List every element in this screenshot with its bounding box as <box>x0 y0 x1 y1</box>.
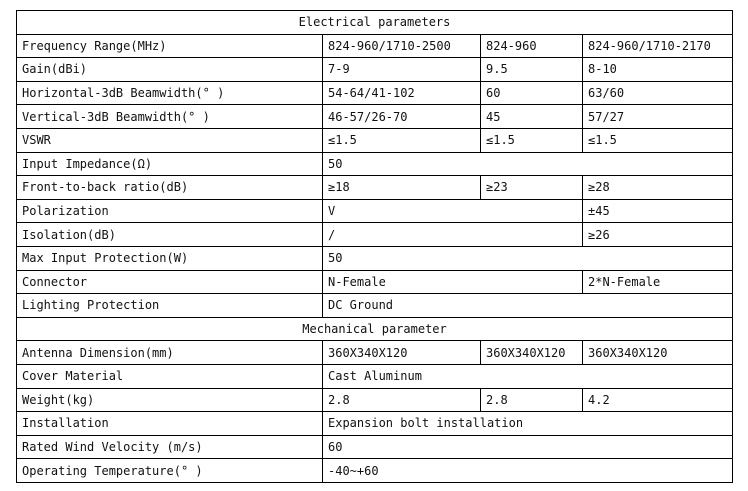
horizontal-beamwidth-value-3: 63/60 <box>583 81 733 105</box>
temperature-value: -40~+60 <box>323 459 733 483</box>
wind-label: Rated Wind Velocity (m/s) <box>17 435 323 459</box>
cover-row <box>17 364 733 388</box>
horizontal-beamwidth-label: Horizontal-3dB Beamwidth(° ) <box>17 81 323 105</box>
polarization-value-3: ±45 <box>583 199 733 223</box>
isolation-row <box>17 223 733 247</box>
installation-row <box>17 412 733 436</box>
wind-value: 60 <box>323 435 733 459</box>
polarization-row <box>17 199 733 223</box>
frequency-row <box>17 34 733 58</box>
weight-label: Weight(kg) <box>17 388 323 412</box>
vertical-beamwidth-value-2: 45 <box>481 105 583 129</box>
horizontal-beamwidth-value-2: 60 <box>481 81 583 105</box>
installation-value: Expansion bolt installation <box>323 412 733 436</box>
horizontal-beamwidth-row <box>17 81 733 105</box>
mechanical-section-title: Mechanical parameter <box>17 317 733 341</box>
temperature-label: Operating Temperature(° ) <box>17 459 323 483</box>
front-to-back-row <box>17 176 733 200</box>
dimension-value-3: 360X340X120 <box>583 341 733 365</box>
gain-value-2: 9.5 <box>481 58 583 82</box>
vswr-label: VSWR <box>17 128 323 152</box>
gain-value-3: 8-10 <box>583 58 733 82</box>
frequency-value-2: 824-960 <box>481 34 583 58</box>
vertical-beamwidth-value-3: 57/27 <box>583 105 733 129</box>
dimension-value-2: 360X340X120 <box>481 341 583 365</box>
gain-value-1: 7-9 <box>323 58 481 82</box>
weight-value-2: 2.8 <box>481 388 583 412</box>
isolation-value-3: ≥26 <box>583 223 733 247</box>
max-power-value: 50 <box>323 246 733 270</box>
horizontal-beamwidth-value-1: 54-64/41-102 <box>323 81 481 105</box>
vertical-beamwidth-label: Vertical-3dB Beamwidth(° ) <box>17 105 323 129</box>
impedance-row <box>17 152 733 176</box>
vertical-beamwidth-row <box>17 105 733 129</box>
mechanical-section-row <box>17 317 733 341</box>
dimension-row <box>17 341 733 365</box>
weight-value-3: 4.2 <box>583 388 733 412</box>
vswr-value-2: ≤1.5 <box>481 128 583 152</box>
vswr-value-1: ≤1.5 <box>323 128 481 152</box>
front-to-back-value-2: ≥23 <box>481 176 583 200</box>
electrical-section-row <box>17 11 733 35</box>
vswr-value-3: ≤1.5 <box>583 128 733 152</box>
frequency-value-1: 824-960/1710-2500 <box>323 34 481 58</box>
antenna-spec-table <box>16 10 733 483</box>
vswr-row <box>17 128 733 152</box>
weight-value-1: 2.8 <box>323 388 481 412</box>
dimension-label: Antenna Dimension(mm) <box>17 341 323 365</box>
frequency-label: Frequency Range(MHz) <box>17 34 323 58</box>
isolation-label: Isolation(dB) <box>17 223 323 247</box>
polarization-value-1: V <box>323 199 583 223</box>
connector-row <box>17 270 733 294</box>
temperature-row <box>17 459 733 483</box>
gain-row <box>17 58 733 82</box>
dimension-value-1: 360X340X120 <box>323 341 481 365</box>
cover-label: Cover Material <box>17 364 323 388</box>
polarization-label: Polarization <box>17 199 323 223</box>
connector-value-3: 2*N-Female <box>583 270 733 294</box>
lightning-value: DC Ground <box>323 294 733 318</box>
connector-label: Connector <box>17 270 323 294</box>
max-power-label: Max Input Protection(W) <box>17 246 323 270</box>
cover-value: Cast Aluminum <box>323 364 733 388</box>
isolation-value-1: / <box>323 223 583 247</box>
front-to-back-label: Front-to-back ratio(dB) <box>17 176 323 200</box>
installation-label: Installation <box>17 412 323 436</box>
electrical-section-title: Electrical parameters <box>17 11 733 35</box>
connector-value-1: N-Female <box>323 270 583 294</box>
frequency-value-3: 824-960/1710-2170 <box>583 34 733 58</box>
lightning-row <box>17 294 733 318</box>
lightning-label: Lighting Protection <box>17 294 323 318</box>
gain-label: Gain(dBi) <box>17 58 323 82</box>
max-power-row <box>17 246 733 270</box>
wind-row <box>17 435 733 459</box>
front-to-back-value-3: ≥28 <box>583 176 733 200</box>
front-to-back-value-1: ≥18 <box>323 176 481 200</box>
impedance-label: Input Impedance(Ω) <box>17 152 323 176</box>
weight-row <box>17 388 733 412</box>
impedance-value: 50 <box>323 152 733 176</box>
vertical-beamwidth-value-1: 46-57/26-70 <box>323 105 481 129</box>
